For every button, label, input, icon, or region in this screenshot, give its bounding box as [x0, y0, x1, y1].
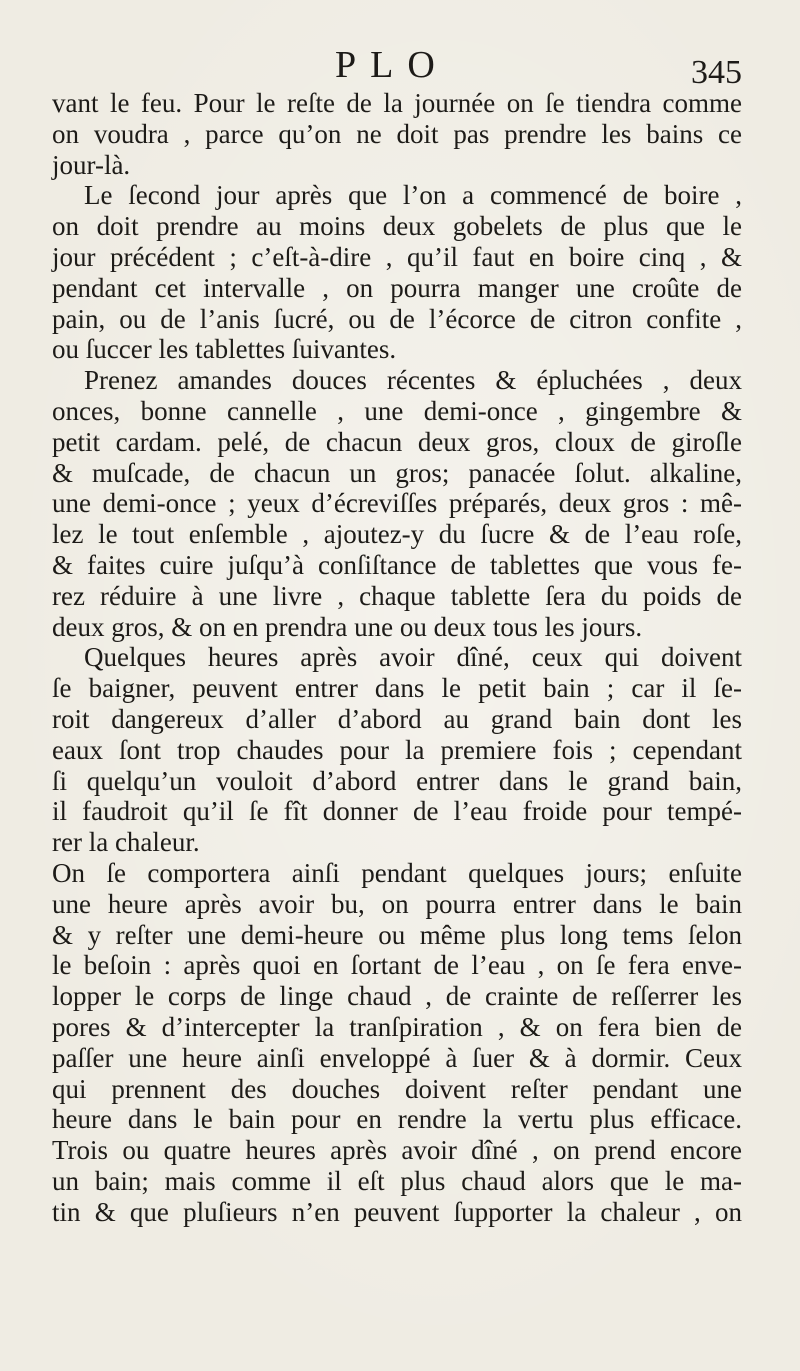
text-line: onces, bonne cannelle , une demi-once , gingembre &: [52, 395, 742, 426]
running-title: PLO: [335, 44, 449, 86]
text-line: roit dangereux d’aller d’abord au grand bain dont les: [52, 703, 742, 734]
text-line: heure dans le bain pour en rendre la vertu plus efficace.: [52, 1104, 742, 1135]
text-line: jour-là.: [52, 149, 131, 180]
text-line: ſi quelqu’un vouloit d’abord entrer dans le grand bain,: [52, 765, 742, 796]
text-line: qui prennent des douches doivent reſter pendant une: [52, 1073, 742, 1104]
running-header: [0, 40, 800, 90]
text-line: jour précédent ; c’eſt-à-dire , qu’il faut en boire cinq , &: [52, 241, 742, 272]
text-line: rer la chaleur.: [52, 827, 200, 858]
text-line: eaux ſont trop chaudes pour la premiere fois ; cependant: [52, 734, 742, 765]
text-line: Prenez amandes douces récentes & épluchées , deux: [84, 365, 742, 396]
text-line: & faites cuire juſqu’à conſiſtance de tablettes que vous fe-: [52, 549, 742, 580]
text-line: deux gros, & on en prendra une ou deux tous les jours.: [52, 611, 643, 642]
text-line: il faudroit qu’il ſe fît donner de l’eau froide pour tempé-: [52, 796, 742, 827]
text-line: vant le feu. Pour le reſte de la journée on ſe tiendra comme: [52, 88, 742, 118]
text-line: ou ſuccer les tablettes ſuivantes.: [52, 334, 397, 365]
text-line: On ſe comportera ainſi pendant quelques jours; enſuite: [52, 857, 742, 888]
text-line: paſſer une heure ainſi enveloppé à ſuer & à dormir. Ceux: [52, 1042, 742, 1073]
page-number: 345: [691, 54, 742, 91]
text-line: le beſoin : après quoi en ſortant de l’eau , on ſe fera enve-: [52, 950, 742, 981]
text-line: lez le tout enſemble , ajoutez-y du ſucre & de l’eau roſe,: [52, 519, 742, 550]
text-line: pores & d’intercepter la tranſpiration , & on fera bien de: [52, 1011, 742, 1042]
text-line: rez réduire à une livre , chaque tablette ſera du poids de: [52, 580, 742, 611]
text-line: une heure après avoir bu, on pourra entrer dans le bain: [52, 888, 742, 919]
text-line: petit cardam. pelé, de chacun deux gros, cloux de giroſle: [52, 426, 742, 457]
text-line: on doit prendre au moins deux gobelets de plus que le: [52, 211, 742, 242]
text-line: Le ſecond jour après que l’on a commencé de boire ,: [84, 180, 742, 211]
text-line: pain, ou de l’anis ſucré, ou de l’écorce de citron confite ,: [52, 303, 742, 334]
text-line: & muſcade, de chacun un gros; panacée ſolut. alkaline,: [52, 457, 742, 488]
text-line: ſe baigner, peuvent entrer dans le petit bain ; car il ſe-: [52, 673, 742, 704]
text-line: un bain; mais comme il eſt plus chaud alors que le ma-: [52, 1165, 742, 1196]
text-line: & y reſter une demi-heure ou même plus long tems ſelon: [52, 919, 742, 950]
text-line: pendant cet intervalle , on pourra manger une croûte de: [52, 272, 742, 303]
text-line: Quelques heures après avoir dîné, ceux qui doivent: [84, 642, 742, 673]
body-text: [52, 88, 742, 1227]
text-line: lopper le corps de linge chaud , de crainte de reſſerrer les: [52, 981, 742, 1012]
text-line: tin & que pluſieurs n’en peuvent ſupporter la chaleur , on: [52, 1196, 742, 1227]
text-line: une demi-once ; yeux d’écreviſſes préparés, deux gros : mê-: [52, 488, 742, 519]
text-line: Trois ou quatre heures après avoir dîné , on prend encore: [52, 1135, 742, 1166]
text-line: on voudra , parce qu’on ne doit pas prendre les bains ce: [52, 118, 742, 149]
